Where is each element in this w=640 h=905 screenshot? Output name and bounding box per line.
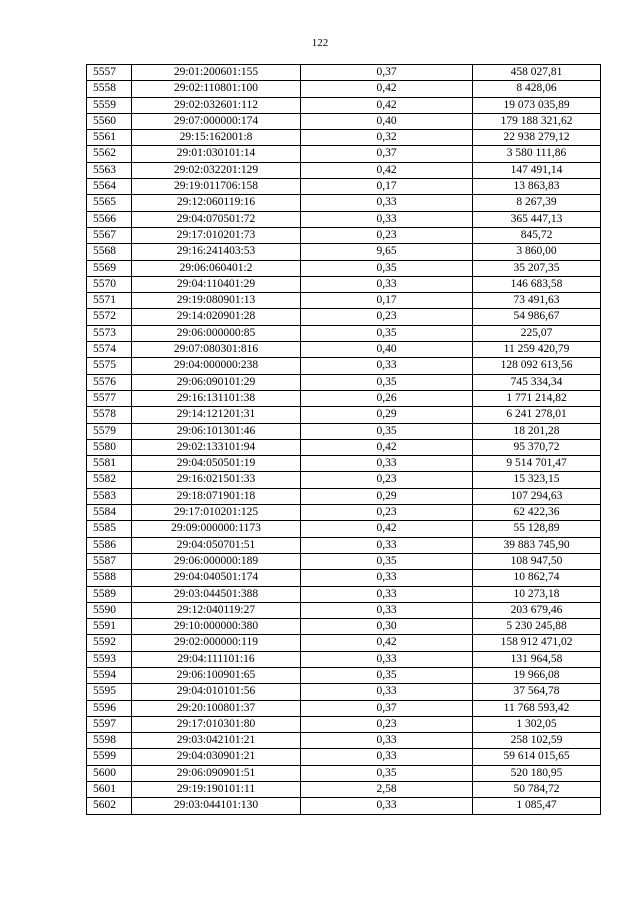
amount-cell: 107 294,63: [473, 488, 601, 504]
row-number-cell: 5599: [87, 749, 132, 765]
cadastral-number-cell: 29:06:100901:65: [132, 667, 301, 683]
row-number-cell: 5579: [87, 423, 132, 439]
table-row: [87, 553, 601, 569]
cadastral-number-cell: 29:12:060119:16: [132, 195, 301, 211]
amount-cell: 131 964,58: [473, 651, 601, 667]
row-number-cell: 5596: [87, 700, 132, 716]
table-row: [87, 65, 601, 81]
rate-cell: 0,23: [301, 309, 473, 325]
amount-cell: 225,07: [473, 325, 601, 341]
row-number-cell: 5591: [87, 619, 132, 635]
cadastral-number-cell: 29:14:020901:28: [132, 309, 301, 325]
row-number-cell: 5586: [87, 537, 132, 553]
row-number-cell: 5580: [87, 439, 132, 455]
row-number-cell: 5570: [87, 276, 132, 292]
table-row: [87, 651, 601, 667]
table-row: [87, 456, 601, 472]
table-row: [87, 619, 601, 635]
cadastral-number-cell: 29:17:010201:125: [132, 505, 301, 521]
amount-cell: 15 323,15: [473, 472, 601, 488]
cadastral-number-cell: 29:06:090901:51: [132, 765, 301, 781]
row-number-cell: 5572: [87, 309, 132, 325]
table-row: [87, 635, 601, 651]
row-number-cell: 5585: [87, 521, 132, 537]
row-number-cell: 5576: [87, 374, 132, 390]
row-number-cell: 5577: [87, 390, 132, 406]
row-number-cell: 5593: [87, 651, 132, 667]
table-row: [87, 570, 601, 586]
table-row: [87, 765, 601, 781]
rate-cell: 2,58: [301, 782, 473, 798]
amount-cell: 95 370,72: [473, 439, 601, 455]
cadastral-number-cell: 29:07:000000:174: [132, 113, 301, 129]
amount-cell: 108 947,50: [473, 553, 601, 569]
rate-cell: 0,40: [301, 342, 473, 358]
cadastral-number-cell: 29:03:044501:388: [132, 586, 301, 602]
table-row: [87, 325, 601, 341]
rate-cell: 0,17: [301, 179, 473, 195]
amount-cell: 62 422,36: [473, 505, 601, 521]
table-row: [87, 749, 601, 765]
cadastral-number-cell: 29:04:050501:19: [132, 456, 301, 472]
row-number-cell: 5564: [87, 179, 132, 195]
amount-cell: 1 771 214,82: [473, 390, 601, 406]
cadastral-number-cell: 29:03:042101:21: [132, 733, 301, 749]
amount-cell: 37 564,78: [473, 684, 601, 700]
amount-cell: 35 207,35: [473, 260, 601, 276]
amount-cell: 6 241 278,01: [473, 407, 601, 423]
table-row: [87, 113, 601, 129]
cadastral-number-cell: 29:19:190101:11: [132, 782, 301, 798]
cadastral-number-cell: 29:04:110401:29: [132, 276, 301, 292]
row-number-cell: 5587: [87, 553, 132, 569]
cadastral-number-cell: 29:06:090101:29: [132, 374, 301, 390]
table-row: [87, 244, 601, 260]
rate-cell: 0,33: [301, 798, 473, 814]
row-number-cell: 5565: [87, 195, 132, 211]
row-number-cell: 5559: [87, 97, 132, 113]
table-body: [87, 65, 601, 815]
table-row: [87, 81, 601, 97]
rate-cell: 0,35: [301, 260, 473, 276]
table-row: [87, 179, 601, 195]
table-row: [87, 130, 601, 146]
amount-cell: 5 230 245,88: [473, 619, 601, 635]
page-number: 122: [311, 37, 329, 49]
table-row: [87, 439, 601, 455]
rate-cell: 0,42: [301, 162, 473, 178]
cadastral-number-cell: 29:14:121201:31: [132, 407, 301, 423]
amount-cell: 147 491,14: [473, 162, 601, 178]
amount-cell: 146 683,58: [473, 276, 601, 292]
rate-cell: 0,23: [301, 227, 473, 243]
amount-cell: 179 188 321,62: [473, 113, 601, 129]
cadastral-number-cell: 29:02:000000:119: [132, 635, 301, 651]
cadastral-number-cell: 29:19:011706:158: [132, 179, 301, 195]
row-number-cell: 5583: [87, 488, 132, 504]
cadastral-number-cell: 29:02:032201:129: [132, 162, 301, 178]
cadastral-number-cell: 29:19:080901:13: [132, 293, 301, 309]
cadastral-number-cell: 29:02:110801:100: [132, 81, 301, 97]
cadastral-number-cell: 29:03:044101:130: [132, 798, 301, 814]
cadastral-number-cell: 29:01:030101:14: [132, 146, 301, 162]
cadastral-number-cell: 29:06:060401:2: [132, 260, 301, 276]
rate-cell: 0,37: [301, 700, 473, 716]
table-row: [87, 733, 601, 749]
cadastral-number-cell: 29:01:200601:155: [132, 65, 301, 81]
rate-cell: 0,40: [301, 113, 473, 129]
row-number-cell: 5601: [87, 782, 132, 798]
amount-cell: 128 092 613,56: [473, 358, 601, 374]
table-row: [87, 374, 601, 390]
table-row: [87, 488, 601, 504]
rate-cell: 0,33: [301, 602, 473, 618]
table-row: [87, 358, 601, 374]
rate-cell: 0,35: [301, 325, 473, 341]
rate-cell: 0,42: [301, 635, 473, 651]
rate-cell: 0,37: [301, 146, 473, 162]
amount-cell: 845,72: [473, 227, 601, 243]
amount-cell: 39 883 745,90: [473, 537, 601, 553]
row-number-cell: 5582: [87, 472, 132, 488]
row-number-cell: 5592: [87, 635, 132, 651]
cadastral-number-cell: 29:02:133101:94: [132, 439, 301, 455]
row-number-cell: 5561: [87, 130, 132, 146]
cadastral-number-cell: 29:15:162001:8: [132, 130, 301, 146]
table-row: [87, 276, 601, 292]
amount-cell: 745 334,34: [473, 374, 601, 390]
row-number-cell: 5566: [87, 211, 132, 227]
row-number-cell: 5567: [87, 227, 132, 243]
table-row: [87, 407, 601, 423]
row-number-cell: 5584: [87, 505, 132, 521]
row-number-cell: 5562: [87, 146, 132, 162]
rate-cell: 0,23: [301, 716, 473, 732]
cadastral-number-cell: 29:17:010301:80: [132, 716, 301, 732]
amount-cell: 54 986,67: [473, 309, 601, 325]
amount-cell: 365 447,13: [473, 211, 601, 227]
cadastral-number-cell: 29:04:050701:51: [132, 537, 301, 553]
amount-cell: 8 428,06: [473, 81, 601, 97]
rate-cell: 0,29: [301, 488, 473, 504]
amount-cell: 520 180,95: [473, 765, 601, 781]
cadastral-number-cell: 29:04:070501:72: [132, 211, 301, 227]
amount-cell: 158 912 471,02: [473, 635, 601, 651]
amount-cell: 10 862,74: [473, 570, 601, 586]
table-row: [87, 293, 601, 309]
amount-cell: 3 860,00: [473, 244, 601, 260]
rate-cell: 0,37: [301, 65, 473, 81]
cadastral-number-cell: 29:10:000000:380: [132, 619, 301, 635]
amount-cell: 22 938 279,12: [473, 130, 601, 146]
row-number-cell: 5557: [87, 65, 132, 81]
amount-cell: 19 966,08: [473, 667, 601, 683]
cadastral-number-cell: 29:02:032601:112: [132, 97, 301, 113]
rate-cell: 0,33: [301, 749, 473, 765]
amount-cell: 258 102,59: [473, 733, 601, 749]
cadastral-number-cell: 29:20:100801:37: [132, 700, 301, 716]
cadastral-number-cell: 29:04:111101:16: [132, 651, 301, 667]
table-row: [87, 505, 601, 521]
amount-cell: 458 027,81: [473, 65, 601, 81]
rate-cell: 0,17: [301, 293, 473, 309]
cadastral-number-cell: 29:04:040501:174: [132, 570, 301, 586]
amount-cell: 19 073 035,89: [473, 97, 601, 113]
table-row: [87, 684, 601, 700]
amount-cell: 9 514 701,47: [473, 456, 601, 472]
cadastral-number-cell: 29:17:010201:73: [132, 227, 301, 243]
row-number-cell: 5560: [87, 113, 132, 129]
rate-cell: 0,35: [301, 423, 473, 439]
table-row: [87, 716, 601, 732]
rate-cell: 0,35: [301, 667, 473, 683]
rate-cell: 0,33: [301, 570, 473, 586]
cadastral-number-cell: 29:16:131101:38: [132, 390, 301, 406]
amount-cell: 55 128,89: [473, 521, 601, 537]
rate-cell: 0,35: [301, 765, 473, 781]
cadastral-number-cell: 29:09:000000:1173: [132, 521, 301, 537]
row-number-cell: 5569: [87, 260, 132, 276]
amount-cell: 3 580 111,86: [473, 146, 601, 162]
table-row: [87, 195, 601, 211]
rate-cell: 0,42: [301, 97, 473, 113]
rate-cell: 0,32: [301, 130, 473, 146]
rate-cell: 0,33: [301, 195, 473, 211]
rate-cell: 0,33: [301, 651, 473, 667]
row-number-cell: 5598: [87, 733, 132, 749]
rate-cell: 0,29: [301, 407, 473, 423]
table-row: [87, 472, 601, 488]
rate-cell: 0,33: [301, 456, 473, 472]
cadastral-number-cell: 29:07:080301:816: [132, 342, 301, 358]
row-number-cell: 5602: [87, 798, 132, 814]
row-number-cell: 5558: [87, 81, 132, 97]
amount-cell: 10 273,18: [473, 586, 601, 602]
row-number-cell: 5575: [87, 358, 132, 374]
table-row: [87, 537, 601, 553]
rate-cell: 0,33: [301, 586, 473, 602]
table-row: [87, 342, 601, 358]
table-row: [87, 782, 601, 798]
table-row: [87, 586, 601, 602]
row-number-cell: 5574: [87, 342, 132, 358]
row-number-cell: 5568: [87, 244, 132, 260]
amount-cell: 13 863,83: [473, 179, 601, 195]
cadastral-number-cell: 29:12:040119:27: [132, 602, 301, 618]
table-row: [87, 390, 601, 406]
row-number-cell: 5581: [87, 456, 132, 472]
cadastral-table: [86, 64, 601, 815]
rate-cell: 9,65: [301, 244, 473, 260]
rate-cell: 0,33: [301, 276, 473, 292]
rate-cell: 0,33: [301, 211, 473, 227]
table-row: [87, 97, 601, 113]
table-row: [87, 227, 601, 243]
rate-cell: 0,33: [301, 684, 473, 700]
amount-cell: 73 491,63: [473, 293, 601, 309]
table-row: [87, 260, 601, 276]
table-row: [87, 309, 601, 325]
rate-cell: 0,42: [301, 521, 473, 537]
rate-cell: 0,23: [301, 505, 473, 521]
row-number-cell: 5590: [87, 602, 132, 618]
rate-cell: 0,30: [301, 619, 473, 635]
rate-cell: 0,33: [301, 537, 473, 553]
row-number-cell: 5595: [87, 684, 132, 700]
rate-cell: 0,33: [301, 358, 473, 374]
cadastral-number-cell: 29:06:101301:46: [132, 423, 301, 439]
cadastral-number-cell: 29:16:241403:53: [132, 244, 301, 260]
amount-cell: 11 768 593,42: [473, 700, 601, 716]
row-number-cell: 5597: [87, 716, 132, 732]
row-number-cell: 5571: [87, 293, 132, 309]
table-row: [87, 667, 601, 683]
rate-cell: 0,26: [301, 390, 473, 406]
table-row: [87, 700, 601, 716]
row-number-cell: 5589: [87, 586, 132, 602]
row-number-cell: 5578: [87, 407, 132, 423]
table-row: [87, 798, 601, 814]
rate-cell: 0,42: [301, 81, 473, 97]
table-row: [87, 423, 601, 439]
table-row: [87, 521, 601, 537]
row-number-cell: 5573: [87, 325, 132, 341]
rate-cell: 0,33: [301, 733, 473, 749]
amount-cell: 1 085,47: [473, 798, 601, 814]
cadastral-number-cell: 29:06:000000:189: [132, 553, 301, 569]
amount-cell: 59 614 015,65: [473, 749, 601, 765]
amount-cell: 18 201,28: [473, 423, 601, 439]
amount-cell: 11 259 420,79: [473, 342, 601, 358]
table-row: [87, 602, 601, 618]
amount-cell: 203 679,46: [473, 602, 601, 618]
cadastral-number-cell: 29:04:010101:56: [132, 684, 301, 700]
row-number-cell: 5563: [87, 162, 132, 178]
table-row: [87, 146, 601, 162]
cadastral-number-cell: 29:04:030901:21: [132, 749, 301, 765]
row-number-cell: 5588: [87, 570, 132, 586]
cadastral-number-cell: 29:04:000000:238: [132, 358, 301, 374]
table-row: [87, 211, 601, 227]
cadastral-number-cell: 29:16:021501:33: [132, 472, 301, 488]
amount-cell: 1 302,05: [473, 716, 601, 732]
table-row: [87, 162, 601, 178]
amount-cell: 50 784,72: [473, 782, 601, 798]
rate-cell: 0,35: [301, 374, 473, 390]
cadastral-number-cell: 29:06:000000:85: [132, 325, 301, 341]
row-number-cell: 5600: [87, 765, 132, 781]
rate-cell: 0,35: [301, 553, 473, 569]
cadastral-number-cell: 29:18:071901:18: [132, 488, 301, 504]
rate-cell: 0,42: [301, 439, 473, 455]
row-number-cell: 5594: [87, 667, 132, 683]
amount-cell: 8 267,39: [473, 195, 601, 211]
rate-cell: 0,23: [301, 472, 473, 488]
